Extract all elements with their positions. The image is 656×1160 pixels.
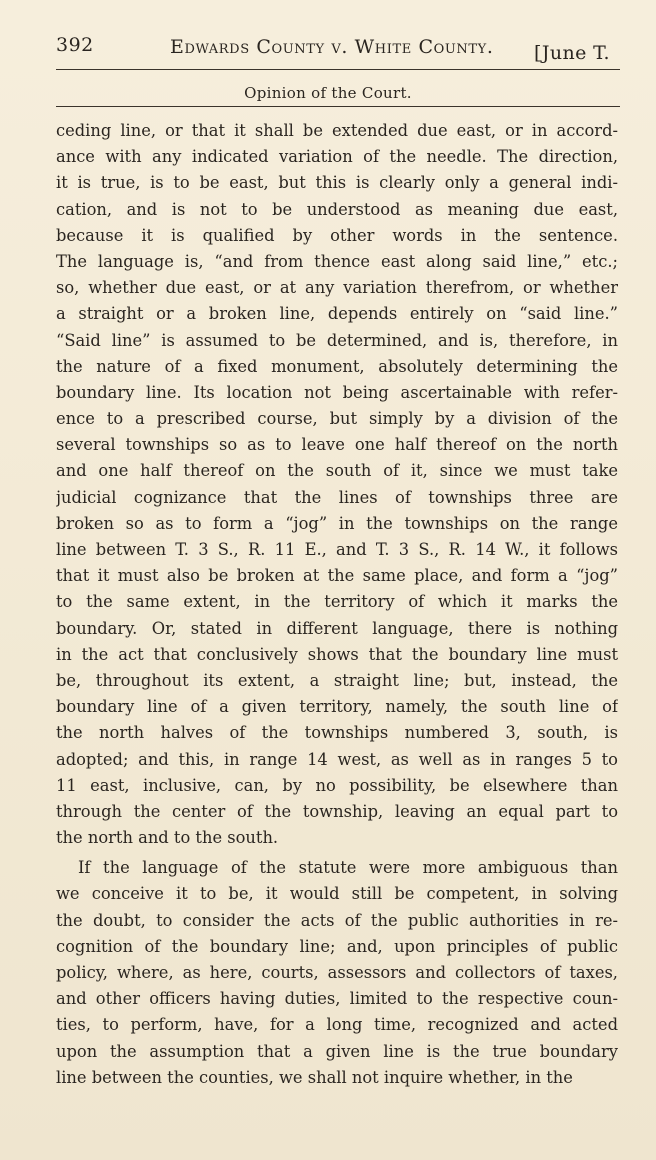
text-line: to the same extent, in the territory of which it marks the [56,592,618,612]
text-line: the doubt, to consider the acts of the public authorities in re- [56,910,618,930]
header-rule [56,69,620,70]
text-line: boundary. Or, stated in different language, there is nothing [56,618,618,638]
text-line: ence to a prescribed course, but simply by a division of the [56,409,618,429]
term-label: [June T. [534,42,610,64]
text-line: adopted; and this, in range 14 west, as well as in ranges 5 to [56,749,618,769]
text-line: line between T. 3 S., R. 11 E., and T. 3 S., R. 14 W., it follows [56,540,618,559]
text-line: in the act that conclusively shows that the boundary line must [56,644,618,664]
text-line: the north and to the south. [56,828,279,848]
text-line: the north halves of the townships numbered 3, south, is [56,723,618,743]
text-line: the nature of a fixed monument, absolutely determining the [56,356,618,376]
running-title: Edwards County v. White County. [170,36,494,58]
text-line: judicial cognizance that the lines of townships three are [56,487,618,507]
text-line: it is true, is to be east, but this is clearly only a general indi- [56,173,618,193]
opinion-text [56,118,618,1091]
text-line: ance with any indicated variation of the needle. The direction, [56,147,618,167]
text-line: broken so as to form a “jog” in the townships on the range [56,513,618,533]
text-line: so, whether due east, or at any variation therefrom, or whether [56,278,618,298]
text-line: that it must also be broken at the same place, and form a “jog” [56,566,618,586]
paragraph [56,118,618,851]
text-line: ceding line, or that it shall be extended due east, or in accord- [56,121,618,140]
text-line: policy, where, as here, courts, assessors and collectors of taxes, [56,963,618,982]
text-line: upon the assumption that a given line is the true boundary [56,1041,618,1061]
text-line: ties, to perform, have, for a long time, recognized and acted [56,1015,618,1035]
text-line: 11 east, inclusive, can, by no possibility, be elsewhere than [56,775,618,795]
text-line: cation, and is not to be understood as meaning due east, [56,199,618,219]
page-number: 392 [56,34,94,56]
text-line: cognition of the boundary line; and, upon principles of public [56,936,618,956]
text-line: and other officers having duties, limited to the respective coun- [56,989,618,1009]
section-label: Opinion of the Court. [244,84,412,102]
text-line: because it is qualified by other words in the sentence. [56,225,618,245]
text-line: a straight or a broken line, depends entirely on “said line.” [56,304,618,324]
text-line: be, throughout its extent, a straight line; but, instead, the [56,670,618,690]
paragraph [56,855,618,1091]
text-line: several townships so as to leave one half thereof on the north [56,435,618,455]
text-line: boundary line. Its location not being ascertainable with refer- [56,382,618,402]
text-line: and one half thereof on the south of it, since we must take [56,461,618,481]
section-rule [56,106,620,107]
text-line: If the language of the statute were more ambiguous than [78,858,618,878]
text-line: we conceive it to be, it would still be competent, in solving [56,884,618,904]
text-line: line between the counties, we shall not inquire whether, in the [56,1067,573,1087]
text-line: “Said line” is assumed to be determined, and is, therefore, in [56,330,618,350]
text-line: boundary line of a given territory, namely, the south line of [56,697,618,717]
page-header [56,34,636,70]
text-line: through the center of the township, leaving an equal part to [56,801,618,821]
text-line: The language is, “and from thence east along said line,” etc.; [56,251,618,271]
